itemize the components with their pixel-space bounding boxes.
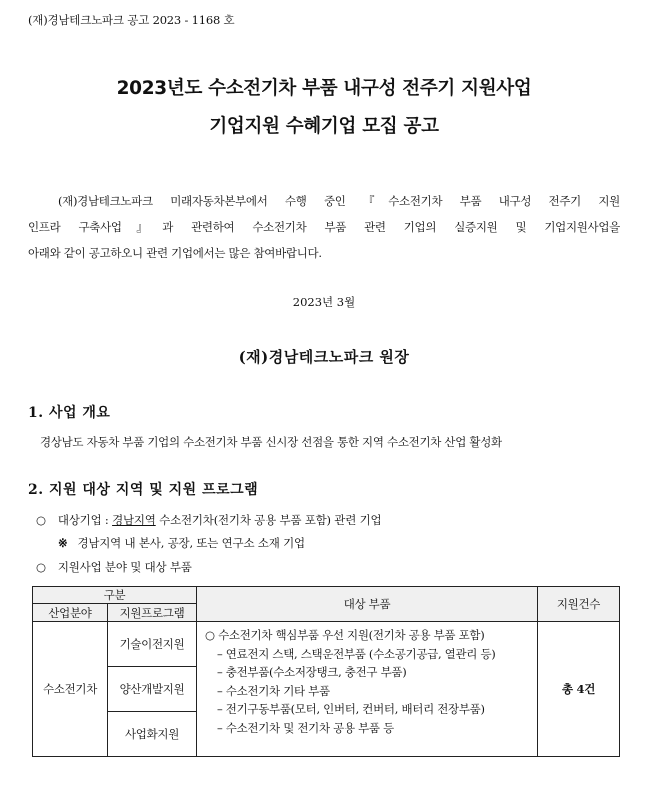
title-line-2: 기업지원 수혜기업 모집 공고	[209, 116, 439, 137]
program-cell: 양산개발지원	[108, 667, 197, 712]
target-company-line	[36, 512, 381, 528]
header-industry-field: 산업분야	[33, 604, 108, 622]
target-label: 대상기업 :	[57, 513, 113, 527]
section-1-body: 경상남도 자동차 부품 기업의 수소전기차 부품 신시장 선점을 통한 지역 수소전기차 산업 활성화	[40, 435, 502, 449]
program-cell: 사업화지원	[108, 712, 197, 757]
target-description: 수소전기차(전기차 공용 부품 포함) 관련 기업	[155, 513, 382, 527]
support-field-line	[36, 559, 192, 575]
support-program-table	[32, 586, 620, 757]
support-count-cell: 총 4건	[538, 622, 620, 757]
target-parts-line: ○ 수소전기차 핵심부품 우선 지원(전기차 공용 부품 포함)	[205, 628, 485, 642]
section-2-heading: 2. 지원 대상 지역 및 지원 프로그램	[28, 482, 259, 498]
target-parts-line: – 수소전기차 및 전기차 공용 부품 등	[217, 720, 394, 735]
notice-number: (재)경남테크노파크 공고 2023 - 1168 호	[28, 13, 235, 27]
header-support-program: 지원프로그램	[108, 604, 197, 622]
organization-signature: (재)경남테크노파크 원장	[238, 348, 410, 366]
section-1-heading: 1. 사업 개요	[28, 405, 111, 421]
bullet-circle: ○	[36, 513, 46, 527]
target-parts-line: – 연료전지 스택, 스택운전부품 (수소공기공급, 열관리 등)	[217, 646, 496, 661]
header-category: 구분	[33, 587, 197, 604]
header-target-parts: 대상 부품	[197, 587, 538, 622]
target-parts-cell	[197, 622, 538, 757]
bullet-circle: ○	[36, 560, 46, 574]
header-support-count: 지원건수	[538, 587, 620, 622]
announcement-date: 2023년 3월	[292, 295, 356, 309]
target-region: 경남지역	[112, 513, 156, 527]
intro-line-3: 아래와 같이 공고하오니 관련 기업에서는 많은 참여바랍니다.	[28, 246, 322, 260]
intro-line-1: (재)경남테크노파크 미래자동차본부에서 수행 중인 『수소전기차 부품 내구성 전주기 지원	[58, 194, 620, 208]
intro-line-2: 인프라 구축사업』과 관련하여 수소전기차 부품 관련 기업의 실증지원 및 기업지원사업을	[28, 220, 620, 234]
program-cell: 기술이전지원	[108, 622, 197, 667]
target-note-line	[58, 535, 305, 551]
title-line-1: 2023년도 수소전기차 부품 내구성 전주기 지원사업	[116, 78, 532, 99]
target-parts-line: – 충전부품(수소저장탱크, 충전구 부품)	[217, 665, 407, 679]
reference-mark: ※	[58, 536, 68, 550]
support-field-label: 지원사업 분야 및 대상 부품	[57, 560, 192, 574]
intro-paragraph	[28, 188, 620, 266]
industry-field-cell: 수소전기차	[33, 622, 108, 757]
target-note: 경남지역 내 본사, 공장, 또는 연구소 소재 기업	[77, 536, 305, 550]
target-parts-line: – 수소전기차 기타 부품	[217, 683, 330, 698]
target-parts-line: – 전기구동부품(모터, 인버터, 컨버터, 배터리 전장부품)	[217, 702, 485, 716]
